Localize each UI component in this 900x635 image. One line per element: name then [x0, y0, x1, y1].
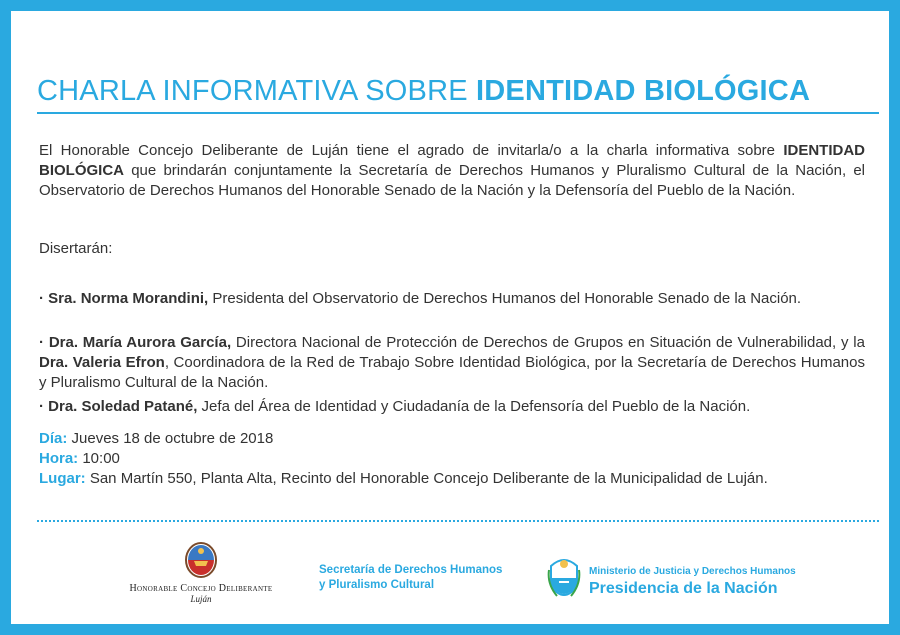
speakers-heading: Disertarán:: [39, 240, 113, 257]
ministerio-logo: [547, 556, 847, 606]
speaker-role: Jefa del Área de Identidad y Ciudadanía de la Defensoría del Pueblo de la Nación.: [197, 398, 751, 415]
speaker-name: Dra. María Aurora García,: [48, 334, 232, 351]
secretaria-line2: y Pluralismo Cultural: [319, 579, 435, 591]
speaker-item: [39, 397, 865, 417]
hcd-shield-icon: [184, 541, 218, 579]
bullet: ·: [39, 334, 49, 351]
secretaria-logo: [319, 563, 502, 593]
speaker-name: Dra. Soledad Patané,: [48, 398, 198, 415]
time-value: 10:00: [78, 450, 120, 467]
title-divider: [37, 112, 879, 114]
national-emblem-icon: [547, 556, 581, 602]
speaker-name-secondary: Dra. Valeria Efron: [39, 354, 165, 371]
footer-divider: [37, 520, 879, 522]
ministerio-line: Ministerio de Justicia y Derechos Humanos: [589, 566, 796, 577]
intro-text-start: El Honorable Concejo Deliberante de Luján tiene el agrado de invitarla/o a la charla informativa sobre: [39, 142, 784, 159]
secretaria-line1: Secretaría de Derechos Humanos: [319, 564, 503, 576]
hcd-logo: [111, 541, 291, 621]
time-label: Hora:: [39, 450, 79, 467]
speaker-role: Presidenta del Observatorio de Derechos Humanos del Honorable Senado de la Nación.: [208, 290, 802, 307]
day-label: Día:: [39, 430, 68, 447]
hcd-city: Luján: [190, 594, 212, 604]
intro-paragraph: [39, 141, 865, 201]
invitation-card: [11, 11, 889, 624]
title-bold: IDENTIDAD BIOLÓGICA: [476, 75, 811, 107]
speaker-item: [39, 333, 865, 393]
hcd-name: Honorable Concejo Deliberante: [129, 583, 273, 594]
speaker-role-secondary: , Coordinadora de la Red de Trabajo Sobre Identidad Biológica, por la Secretaría de Derechos Humanos y Pluralismo Cultural de la Nación.: [39, 354, 865, 391]
speaker-name: Sra. Norma Morandini,: [48, 290, 209, 307]
title-regular: CHARLA INFORMATIVA SOBRE: [37, 75, 477, 107]
bullet: ·: [39, 398, 49, 415]
day-value: Jueves 18 de octubre de 2018: [67, 430, 274, 447]
intro-text-end: que brindarán conjuntamente la Secretaría de Derechos Humanos y Pluralismo Cultural de la Nación, el Observatorio de Derechos Humanos del Honorable Senado de la Nación y la Defensoría del Pueblo de la Nación.: [39, 162, 865, 199]
place-label: Lugar:: [39, 470, 86, 487]
speaker-item: [39, 289, 865, 309]
event-details: [39, 429, 865, 489]
place-value: San Martín 550, Planta Alta, Recinto del Honorable Concejo Deliberante de la Municipalidad de Luján.: [85, 470, 768, 487]
bullet: ·: [39, 290, 49, 307]
speaker-role: Directora Nacional de Protección de Derechos de Grupos en Situación de Vulnerabilidad, y la: [231, 334, 865, 351]
page-title: [37, 75, 810, 108]
presidencia-line: Presidencia de la Nación: [589, 580, 778, 597]
intro-bold-topic: IDENTIDAD BIOLÓGICA: [39, 142, 865, 179]
